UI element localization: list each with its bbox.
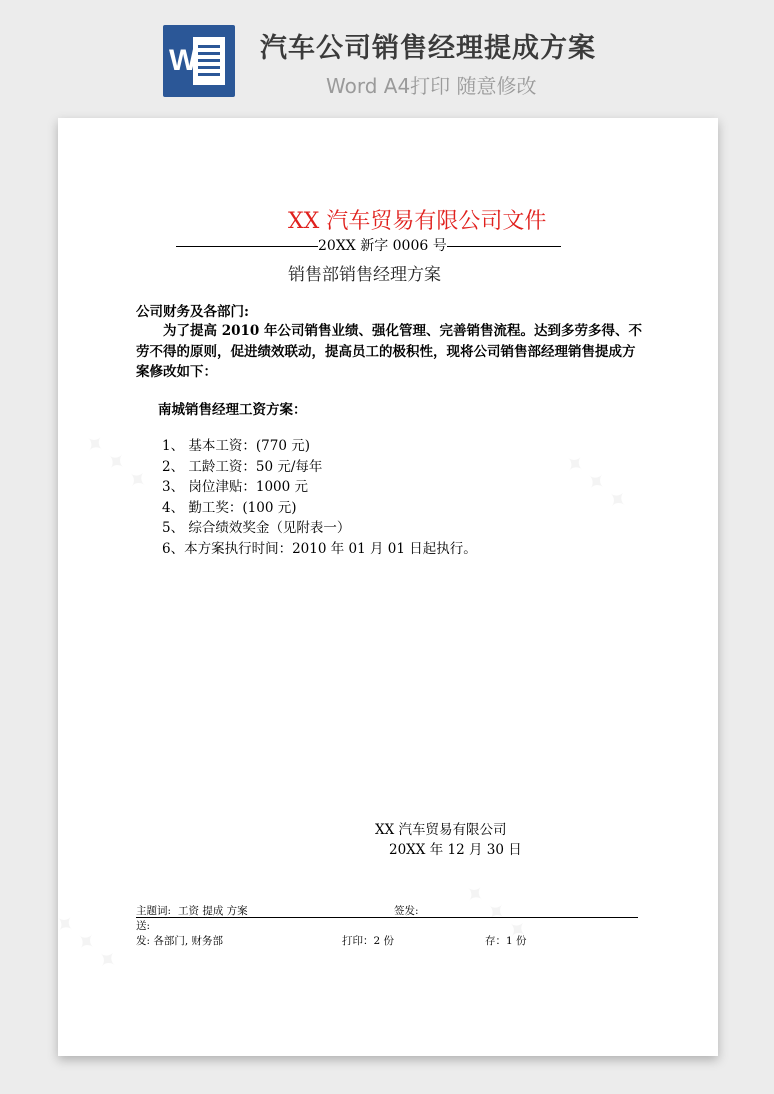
list-item: 3、 岗位津贴：1000 元	[162, 479, 309, 495]
list-item: 1、 基本工资：(770 元)	[162, 438, 310, 454]
banner	[0, 0, 774, 112]
document-footer	[136, 903, 638, 948]
send-label: 送:	[136, 920, 151, 932]
keywords: 工资 提成 方案	[178, 905, 248, 917]
watermark-decoration	[48, 907, 124, 977]
rule-right	[447, 246, 561, 247]
signature-company: XX 汽车贸易有限公司	[375, 822, 507, 838]
document-page	[58, 118, 718, 1056]
distribute-info: 发: 各部门, 财务部	[136, 935, 224, 947]
banner-title: 汽车公司销售经理提成方案	[260, 33, 596, 64]
signature-date: 20XX 年 12 月 30 日	[389, 842, 522, 858]
footer-distribution-row	[136, 933, 638, 948]
watermark-decoration	[78, 427, 154, 497]
document-subject: 销售部销售经理方案	[288, 265, 441, 285]
list-item: 6、本方案执行时间：2010 年 01 月 01 日起执行。	[162, 540, 477, 557]
keywords-label: 主题词:	[136, 905, 172, 917]
intro-text: 为了提高 2010 年公司销售业绩、强化管理、完善销售流程。达到多劳多得、不劳不得的原则，促进绩效联动，提高员工的极积性，现将公司销售部经理销售提成方案修改如下：	[136, 323, 642, 380]
doc-number-line	[176, 235, 561, 255]
section-heading: 南城销售经理工资方案：	[158, 402, 307, 418]
sign-label: 签发:	[394, 905, 419, 917]
watermark-decoration	[558, 447, 634, 517]
list-item: 5、 综合绩效奖金（见附表一）	[162, 520, 351, 536]
intro-paragraph	[136, 321, 646, 383]
archive-count: 存：1 份	[485, 935, 527, 947]
rule-left	[176, 246, 318, 247]
list-item: 4、 勤工奖：(100 元)	[162, 499, 297, 516]
word-icon	[163, 25, 235, 97]
list-item: 2、 工龄工资：50 元/每年	[162, 458, 323, 475]
footer-send-row	[136, 918, 638, 933]
footer-keywords-row	[136, 903, 638, 918]
company-header: XX 汽车贸易有限公司文件	[288, 209, 547, 234]
banner-subtitle: Word A4打印 随意修改	[326, 74, 537, 98]
print-count: 打印：2 份	[342, 935, 395, 947]
salutation: 公司财务及各部门:	[136, 304, 249, 320]
doc-number: 20XX 新字 0006 号	[318, 238, 447, 254]
salary-items-list	[162, 436, 477, 559]
word-letter: W	[169, 44, 198, 77]
